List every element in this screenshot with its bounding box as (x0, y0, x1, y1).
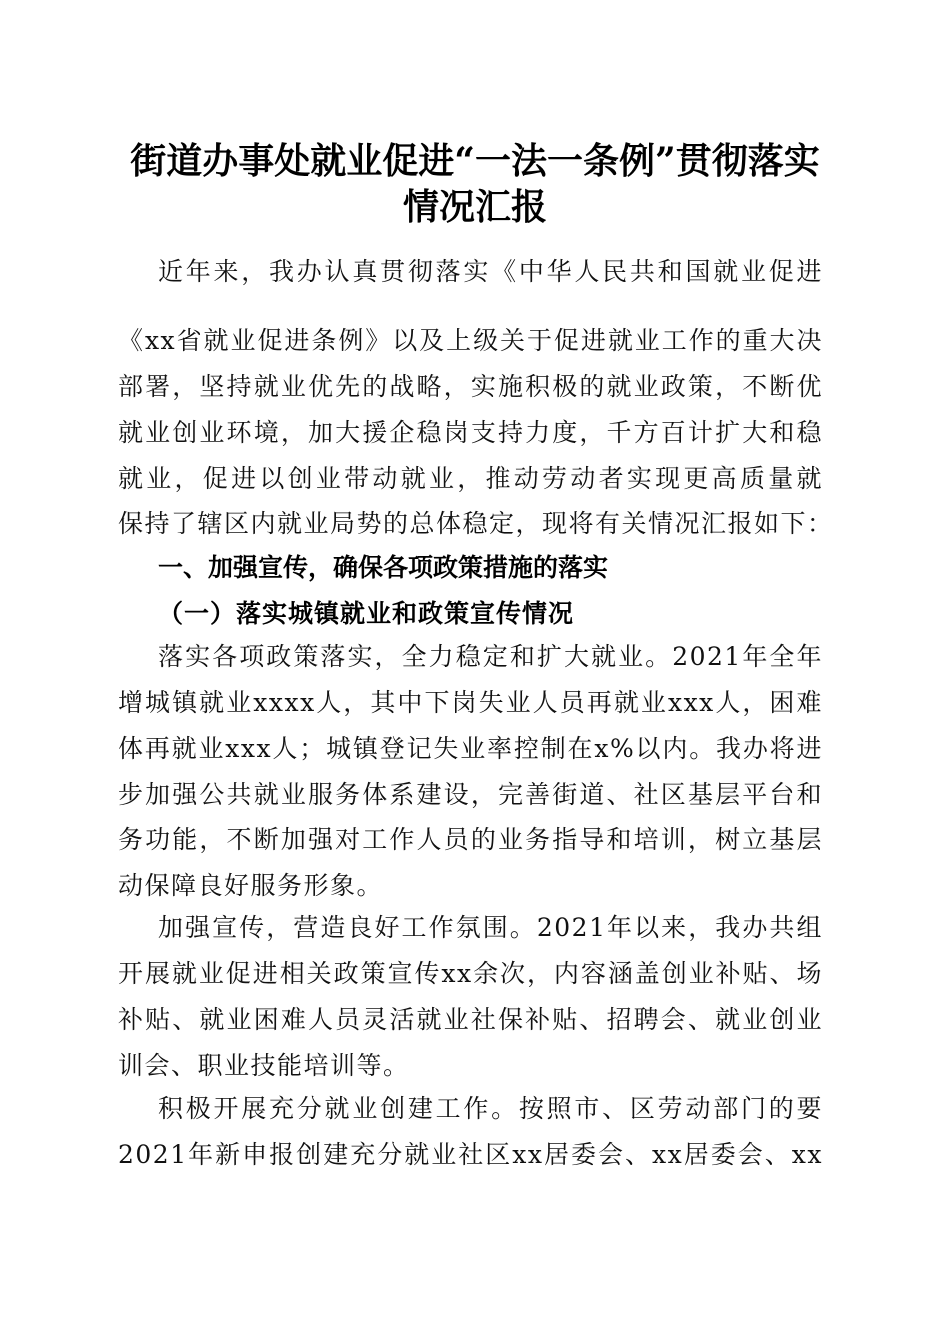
paragraph-3-line: 2021年新申报创建充分就业社区xx居委会、xx居委会、xx (118, 1140, 823, 1169)
intro-line: 近年来，我办认真贯彻落实《中华人民共和国就业促进 (158, 257, 823, 286)
paragraph-2-line: 补贴、就业困难人员灵活就业社保补贴、招聘会、就业创业 (118, 1005, 823, 1034)
document-title-line-1: 街道办事处就业促进“一法一条例”贯彻落实 (130, 140, 820, 182)
paragraph-2-line: 开展就业促进相关政策宣传xx余次，内容涵盖创业补贴、场 (118, 959, 823, 988)
paragraph-1-line: 落实各项政策落实，全力稳定和扩大就业。2021年全年 (158, 642, 823, 671)
paragraph-1-line: 增城镇就业xxxx人，其中下岗失业人员再就业xxx人，困难 (118, 688, 823, 717)
paragraph-1-line: 体再就业xxx人；城镇登记失业率控制在x%以内。我办将进 (118, 734, 823, 763)
intro-line: 部署，坚持就业优先的战略，实施积极的就业政策，不断优 (118, 372, 823, 401)
intro-line: 《xx省就业促进条例》以及上级关于促进就业工作的重大决 (118, 326, 823, 355)
section-heading-1: 一、加强宣传，确保各项政策措施的落实 (158, 553, 609, 582)
paragraph-1-line: 步加强公共就业服务体系建设，完善街道、社区基层平台和 (118, 780, 823, 809)
intro-line: 保持了辖区内就业局势的总体稳定，现将有关情况汇报如下： (118, 509, 834, 538)
intro-line: 就业创业环境，加大援企稳岗支持力度，千方百计扩大和稳 (118, 418, 823, 447)
intro-line: 就业，促进以创业带动就业，推动劳动者实现更高质量就 (118, 464, 823, 493)
document-title-line-2: 情况汇报 (402, 186, 547, 228)
paragraph-3-line: 积极开展充分就业创建工作。按照市、区劳动部门的要 (158, 1094, 823, 1123)
paragraph-1-line: 动保障良好服务形象。 (118, 871, 384, 900)
paragraph-2-line: 训会、职业技能培训等。 (118, 1051, 410, 1080)
subsection-heading-1: （一）落实城镇就业和政策宣传情况 (158, 599, 575, 628)
paragraph-2-line: 加强宣传，营造良好工作氛围。2021年以来，我办共组 (158, 913, 823, 942)
paragraph-1-line: 务功能，不断加强对工作人员的业务指导和培训，树立基层 (118, 825, 823, 854)
